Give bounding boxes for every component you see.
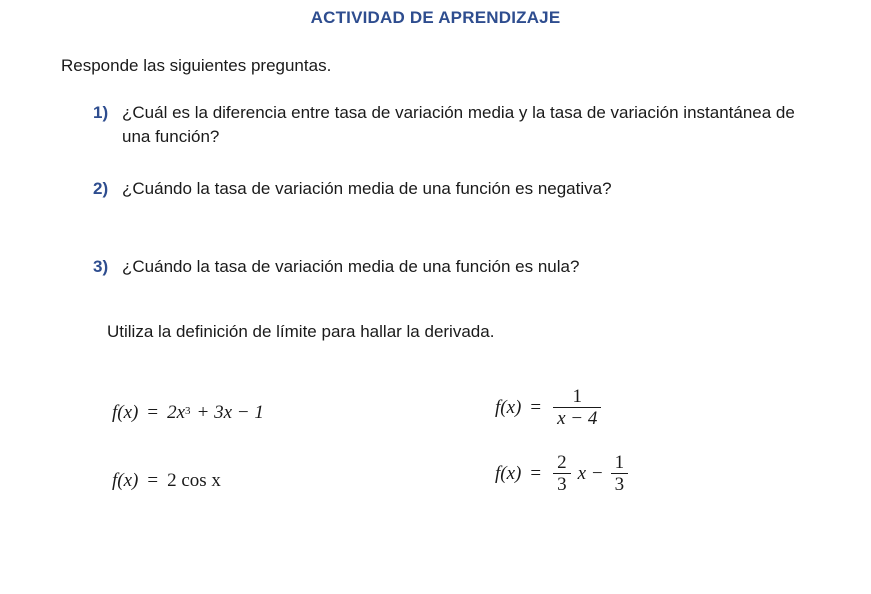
question-text: ¿Cuándo la tasa de variación media de una función es negativa?	[122, 179, 612, 198]
eq-term: x −	[577, 462, 604, 484]
eq-equals: =	[530, 462, 542, 484]
numerator: 2	[557, 452, 567, 473]
question-number: 3)	[93, 257, 109, 276]
denominator: 3	[611, 473, 629, 495]
instruction-text: Utiliza la definición de límite para hallar la derivada.	[107, 322, 495, 341]
numerator: 1	[572, 386, 582, 407]
denominator: x − 4	[553, 407, 601, 429]
eq-term: + 3x − 1	[196, 402, 264, 423]
question-text: ¿Cuál es la diferencia entre tasa de variación media y la tasa de variación instantánea de una función?	[122, 103, 795, 146]
equation-rational	[495, 386, 604, 429]
page-title: ACTIVIDAD DE APRENDIZAJE	[310, 8, 561, 27]
fraction	[553, 386, 601, 429]
question-text: ¿Cuándo la tasa de variación media de una función es nula?	[122, 257, 580, 276]
eq-equals: =	[147, 470, 159, 491]
question-3	[93, 255, 812, 279]
denominator: 3	[553, 473, 571, 495]
eq-lhs: f(x)	[495, 462, 522, 484]
fraction	[553, 452, 571, 495]
eq-exponent: 3	[185, 405, 191, 417]
eq-equals: =	[147, 402, 159, 423]
numerator: 1	[614, 452, 625, 473]
question-number: 1)	[93, 103, 109, 122]
intro-text: Responde las siguientes preguntas.	[61, 56, 332, 75]
question-2	[93, 177, 812, 201]
fraction	[611, 452, 629, 495]
eq-lhs: f(x)	[112, 470, 139, 491]
eq-lhs: f(x)	[112, 402, 139, 423]
equation-cosine	[112, 470, 221, 492]
equation-linear	[495, 452, 631, 495]
eq-term: 2 cos x	[167, 470, 221, 491]
equation-polynomial	[112, 402, 264, 424]
question-1	[93, 101, 812, 149]
question-number: 2)	[93, 179, 109, 198]
eq-term: 2x	[167, 402, 186, 423]
eq-equals: =	[530, 396, 542, 418]
eq-lhs: f(x)	[495, 396, 522, 418]
